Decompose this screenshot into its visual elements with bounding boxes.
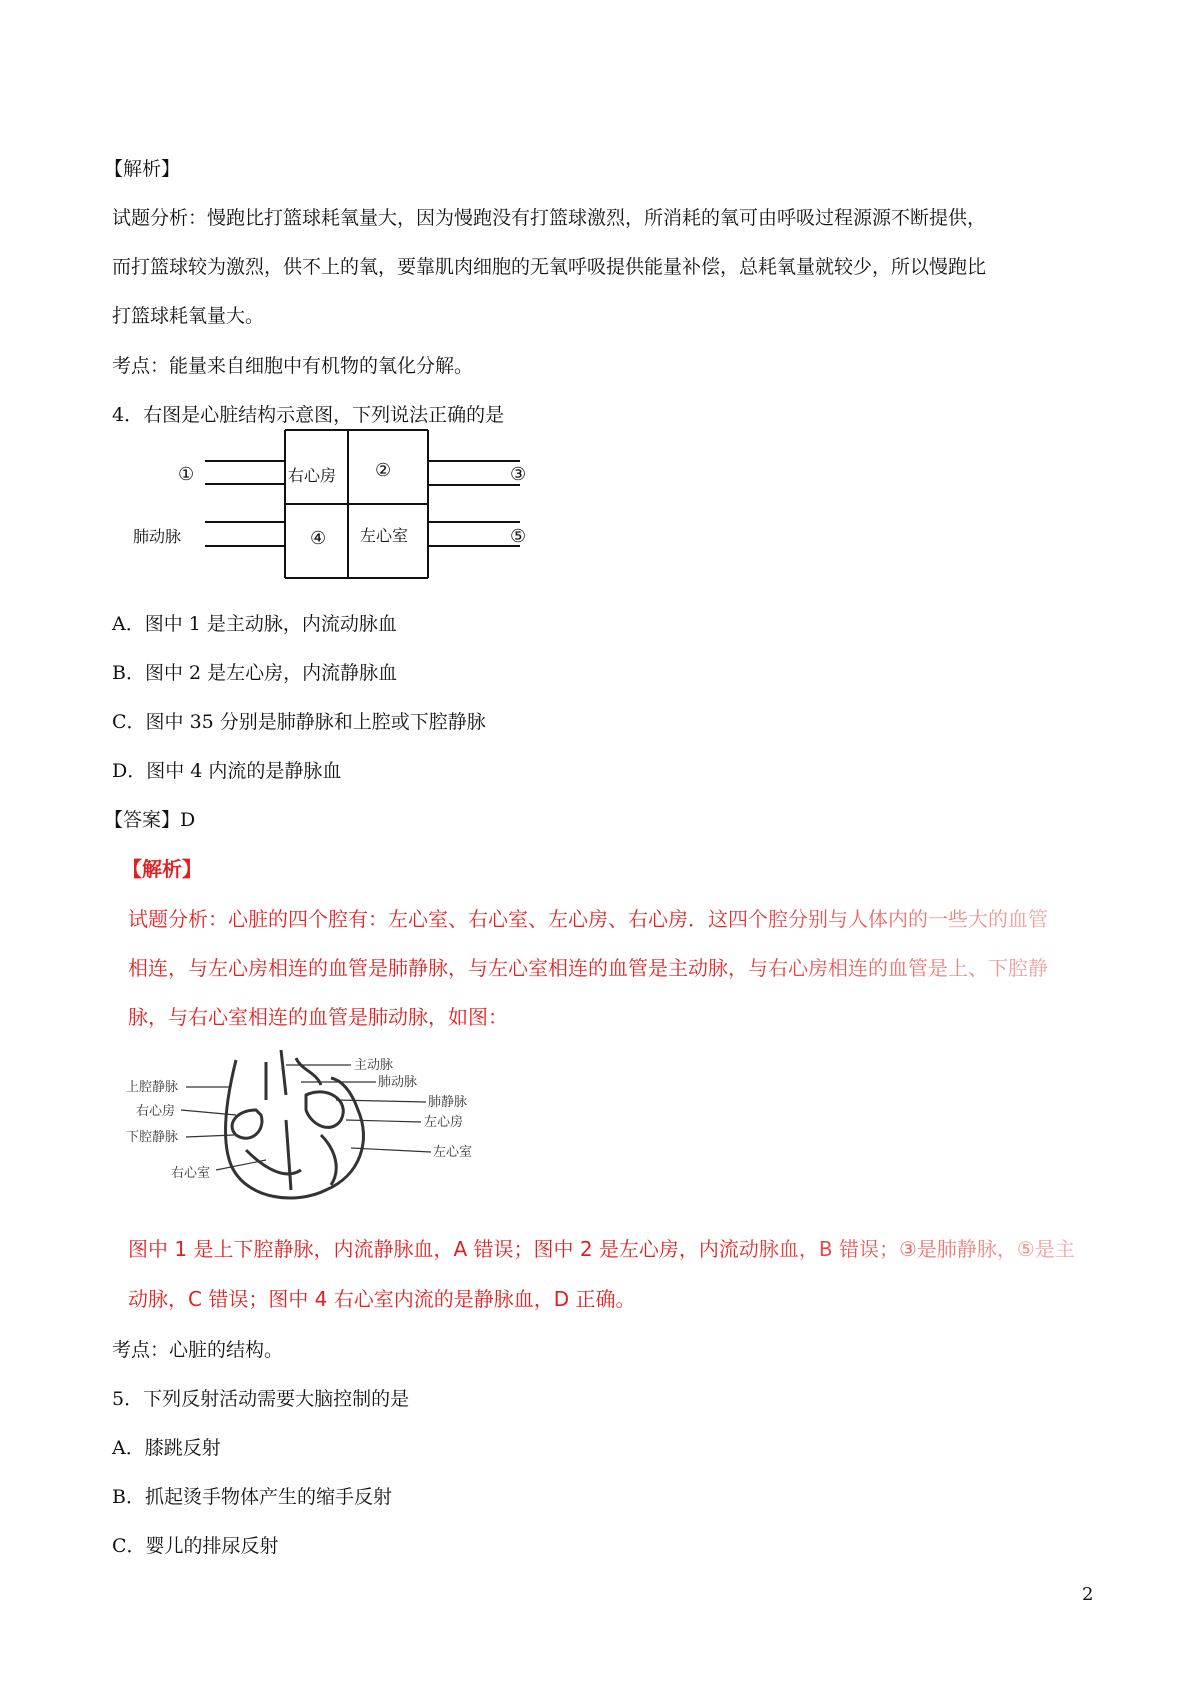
label-right-ventricle: 右心室 [171,1166,211,1181]
diagram-pulmonary-artery-label: 肺动脉 [133,527,182,546]
q5-option-c: C．婴儿的排尿反射 [112,1535,279,1557]
q3-analysis-heading: 【解析】 [104,158,181,180]
q4-option-a: A．图中 1 是主动脉，内流动脉血 [112,613,397,635]
q4-option-d: D．图中 4 内流的是静脉血 [112,760,342,782]
q5-stem: 5．下列反射活动需要大脑控制的是 [112,1388,410,1410]
q5-option-a: A．膝跳反射 [112,1437,221,1459]
label-left-atrium: 左心房 [424,1115,464,1130]
label-pulmonary-vein: 肺静脉 [428,1095,468,1110]
q4-analysis-line-1: 试题分析：心脏的四个腔有：左心室、右心室、左心房、右心房．这四个腔分别与人体内的一些大的血管 [128,907,1048,931]
label-right-atrium: 右心房 [136,1104,176,1119]
q4-option-c: C．图中 35 分别是肺静脉和上腔或下腔静脉 [112,711,486,733]
q3-analysis-line-2: 而打篮球较为激烈，供不上的氧，要靠肌肉细胞的无氧呼吸提供能量补偿，总耗氧量就较少，所以慢跑比 [112,256,987,278]
diagram-label-5: ⑤ [510,526,527,547]
label-superior-vena-cava: 上腔静脉 [126,1080,179,1095]
label-inferior-vena-cava: 下腔静脉 [126,1130,179,1145]
label-pulmonary-artery: 肺动脉 [378,1075,418,1090]
q4-analysis-heading: 【解析】 [122,857,202,881]
diagram-label-1: ① [178,464,195,485]
diagram-label-2: ② [375,460,392,481]
label-left-ventricle: 左心室 [433,1145,473,1160]
label-aorta: 主动脉 [354,1058,394,1073]
heart-schematic-diagram [120,428,540,588]
q4-analysis-line-3: 脉，与右心室相连的血管是肺动脉，如图： [128,1005,508,1029]
q4-stem: 4．右图是心脏结构示意图，下列说法正确的是 [112,404,505,426]
q4-conclusion-line-1: 图中 1 是上下腔静脉，内流静脉血，A 错误；图中 2 是左心房，内流动脉血，B 错误；③是肺静脉，⑤是主 [128,1237,1075,1261]
heart-drawing [226,1050,364,1198]
q3-analysis-line-3: 打篮球耗氧量大。 [112,305,265,327]
diagram-label-4: ④ [310,528,327,549]
schematic-outline [205,430,520,578]
diagram-left-ventricle-label: 左心室 [360,526,409,545]
q3-kaodian: 考点：能量来自细胞中有机物的氧化分解。 [112,355,474,377]
diagram-label-3: ③ [510,464,527,485]
q4-kaodian: 考点：心脏的结构。 [112,1339,284,1361]
diagram-right-atrium-label: 右心房 [288,466,337,485]
q4-conclusion-line-2: 动脉，C 错误；图中 4 右心室内流的是静脉血，D 正确。 [128,1287,636,1311]
page-number: 2 [1082,1584,1094,1605]
q4-analysis-line-2: 相连，与左心房相连的血管是肺静脉，与左心室相连的血管是主动脉，与右心房相连的血管是上、下腔静 [128,956,1048,980]
q4-option-b: B．图中 2 是左心房，内流静脉血 [112,662,398,684]
q4-answer: 【答案】D [104,809,196,831]
heart-anatomy-figure [126,1040,506,1210]
q5-option-b: B．抓起烫手物体产生的缩手反射 [112,1486,392,1508]
q3-analysis-line-1: 试题分析：慢跑比打篮球耗氧量大，因为慢跑没有打篮球激烈，所消耗的氧可由呼吸过程源源不断提供， [112,207,987,229]
